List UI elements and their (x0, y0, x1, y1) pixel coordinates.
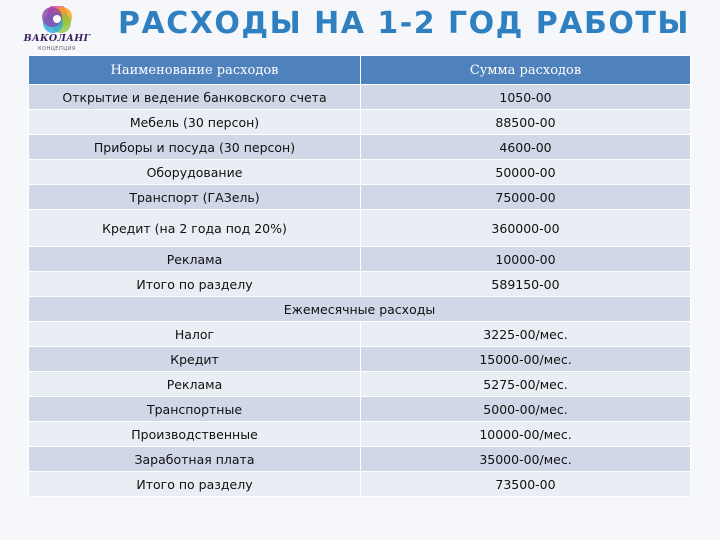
expense-amount: 5275-00/мес. (361, 372, 691, 397)
table-header-row (29, 56, 691, 85)
expense-name: Реклама (29, 247, 361, 272)
expense-amount: 35000-00/мес. (361, 447, 691, 472)
table-row (29, 247, 691, 272)
expense-name: Открытие и ведение банковского счета (29, 85, 361, 110)
section-header-row (29, 297, 691, 322)
expense-name: Производственные (29, 422, 361, 447)
expense-name: Кредит (на 2 года под 20%) (29, 210, 361, 247)
expense-amount: 75000-00 (361, 185, 691, 210)
expense-name: Кредит (29, 347, 361, 372)
table-row (29, 160, 691, 185)
company-logo (18, 6, 96, 54)
expense-amount: 50000-00 (361, 160, 691, 185)
expense-amount: 360000-00 (361, 210, 691, 247)
table-row (29, 397, 691, 422)
table-row (29, 110, 691, 135)
expense-name: Налог (29, 322, 361, 347)
expense-amount: 5000-00/мес. (361, 397, 691, 422)
table-row (29, 422, 691, 447)
table-row (29, 85, 691, 110)
page-title: РАСХОДЫ НА 1-2 ГОД РАБОТЫ (118, 6, 690, 41)
expense-name: Итого по разделу (29, 272, 361, 297)
expense-amount: 1050-00 (361, 85, 691, 110)
expense-amount: 4600-00 (361, 135, 691, 160)
expense-amount: 10000-00 (361, 247, 691, 272)
expense-amount: 3225-00/мес. (361, 322, 691, 347)
expense-amount: 10000-00/мес. (361, 422, 691, 447)
column-header-name: Наименование расходов (29, 56, 361, 85)
expense-name: Мебель (30 персон) (29, 110, 361, 135)
table-row (29, 322, 691, 347)
expense-amount: 73500-00 (361, 472, 691, 497)
table-row (29, 447, 691, 472)
expense-amount: 589150-00 (361, 272, 691, 297)
expense-name: Оборудование (29, 160, 361, 185)
column-header-amount: Сумма расходов (361, 56, 691, 85)
table-row-total (29, 272, 691, 297)
expense-name: Транспортные (29, 397, 361, 422)
expense-name: Транспорт (ГАЗель) (29, 185, 361, 210)
expense-name: Приборы и посуда (30 персон) (29, 135, 361, 160)
expense-name: Итого по разделу (29, 472, 361, 497)
expenses-table (28, 55, 691, 497)
table-row-total (29, 472, 691, 497)
expense-name: Реклама (29, 372, 361, 397)
logo-text: ВАКОЛАНГ (23, 33, 91, 44)
expense-amount: 88500-00 (361, 110, 691, 135)
table-row (29, 347, 691, 372)
table-row (29, 210, 691, 247)
table-row (29, 372, 691, 397)
section-title: Ежемесячные расходы (29, 297, 691, 322)
table-row (29, 185, 691, 210)
expense-amount: 15000-00/мес. (361, 347, 691, 372)
expense-name: Заработная плата (29, 447, 361, 472)
logo-subtext: КОНЦЕПЦИЯ (38, 46, 76, 52)
flower-logo-icon (18, 6, 96, 34)
table-row (29, 135, 691, 160)
